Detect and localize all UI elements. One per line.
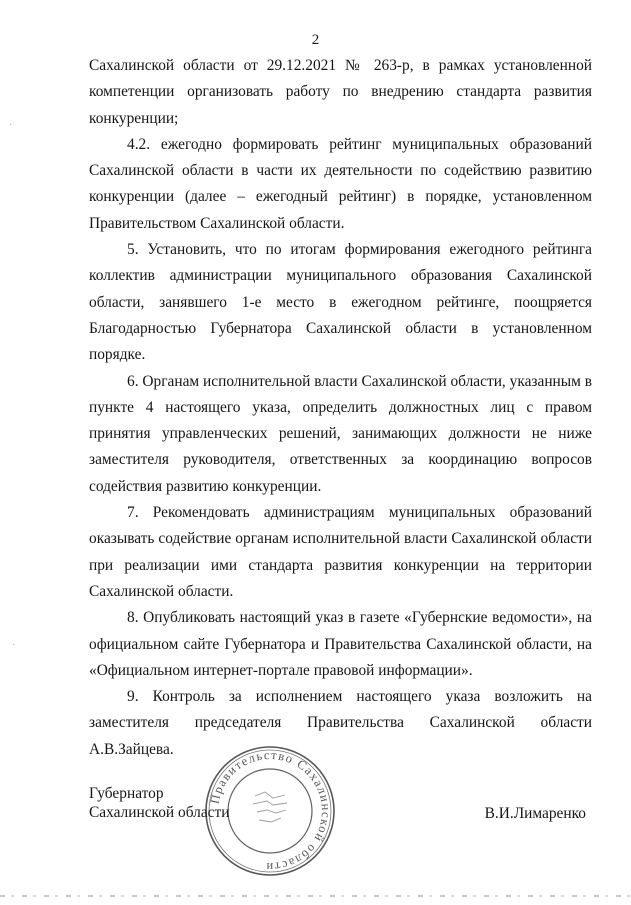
paragraph-continuation: Сахалинской области от 29.12.2021 № 263-р, в рамках установленной компетенции организовать работу по внедрению стандарта развития конкуренции; <box>89 57 592 127</box>
signature-block <box>89 784 592 822</box>
scan-margin-mark: · <box>12 640 16 651</box>
seal-ring-text: Правительство Сахалинской области <box>207 747 334 875</box>
paragraph-6: 6. Органам исполнительной власти Сахалинской области, указанным в пункте 4 настоящего указа, определить должностных лиц с правом принятия управленческих решений, занимающих должности не ниже заместителя руководителя, ответственных за координацию вопросов содействия развитию конкуренции. <box>89 372 592 495</box>
scan-margin-mark: · <box>9 120 13 131</box>
paragraph-4-2: 4.2. ежегодно формировать рейтинг муниципальных образований Сахалинской области в части их деятельности по содействию развитию конкуренции (далее – ежегодный рейтинг) в порядке, установленном Правительством Сахалинской области. <box>89 135 592 232</box>
paragraph-9: 9. Контроль за исполнением настоящего указа возложить на заместителя председателя Правительства Сахалинской области А.В.Зайцева. <box>89 688 592 758</box>
signatory-title-line1: Губернатор <box>89 785 164 802</box>
document-body <box>89 53 592 763</box>
page-number: 2 <box>311 32 320 48</box>
signatory-title-line2: Сахалинской области <box>89 804 230 821</box>
signatory-name: В.И.Лимаренко <box>484 805 586 822</box>
scan-bottom-edge <box>0 895 631 897</box>
paragraph-7: 7. Рекомендовать администрациям муниципальных образований оказывать содействие органам исполнительной власти Сахалинской области при реализации ими стандарта развития конкуренции на территории Сахалинской области. <box>89 504 592 600</box>
paragraph-8: 8. Опубликовать настоящий указ в газете «Губернские ведомости», на официальном сайте Губернатора и Правительства Сахалинской области, на «Официальном интернет-портале правовой информации». <box>89 609 592 679</box>
paragraph-5: 5. Установить, что по итогам формирования ежегодного рейтинга коллектив администрации муниципального образования Сахалинской области, занявшего 1-е место в ежегодном рейтинге, поощряется Благодарностью Губернатора Сахалинской области в установленном порядке. <box>89 241 592 364</box>
